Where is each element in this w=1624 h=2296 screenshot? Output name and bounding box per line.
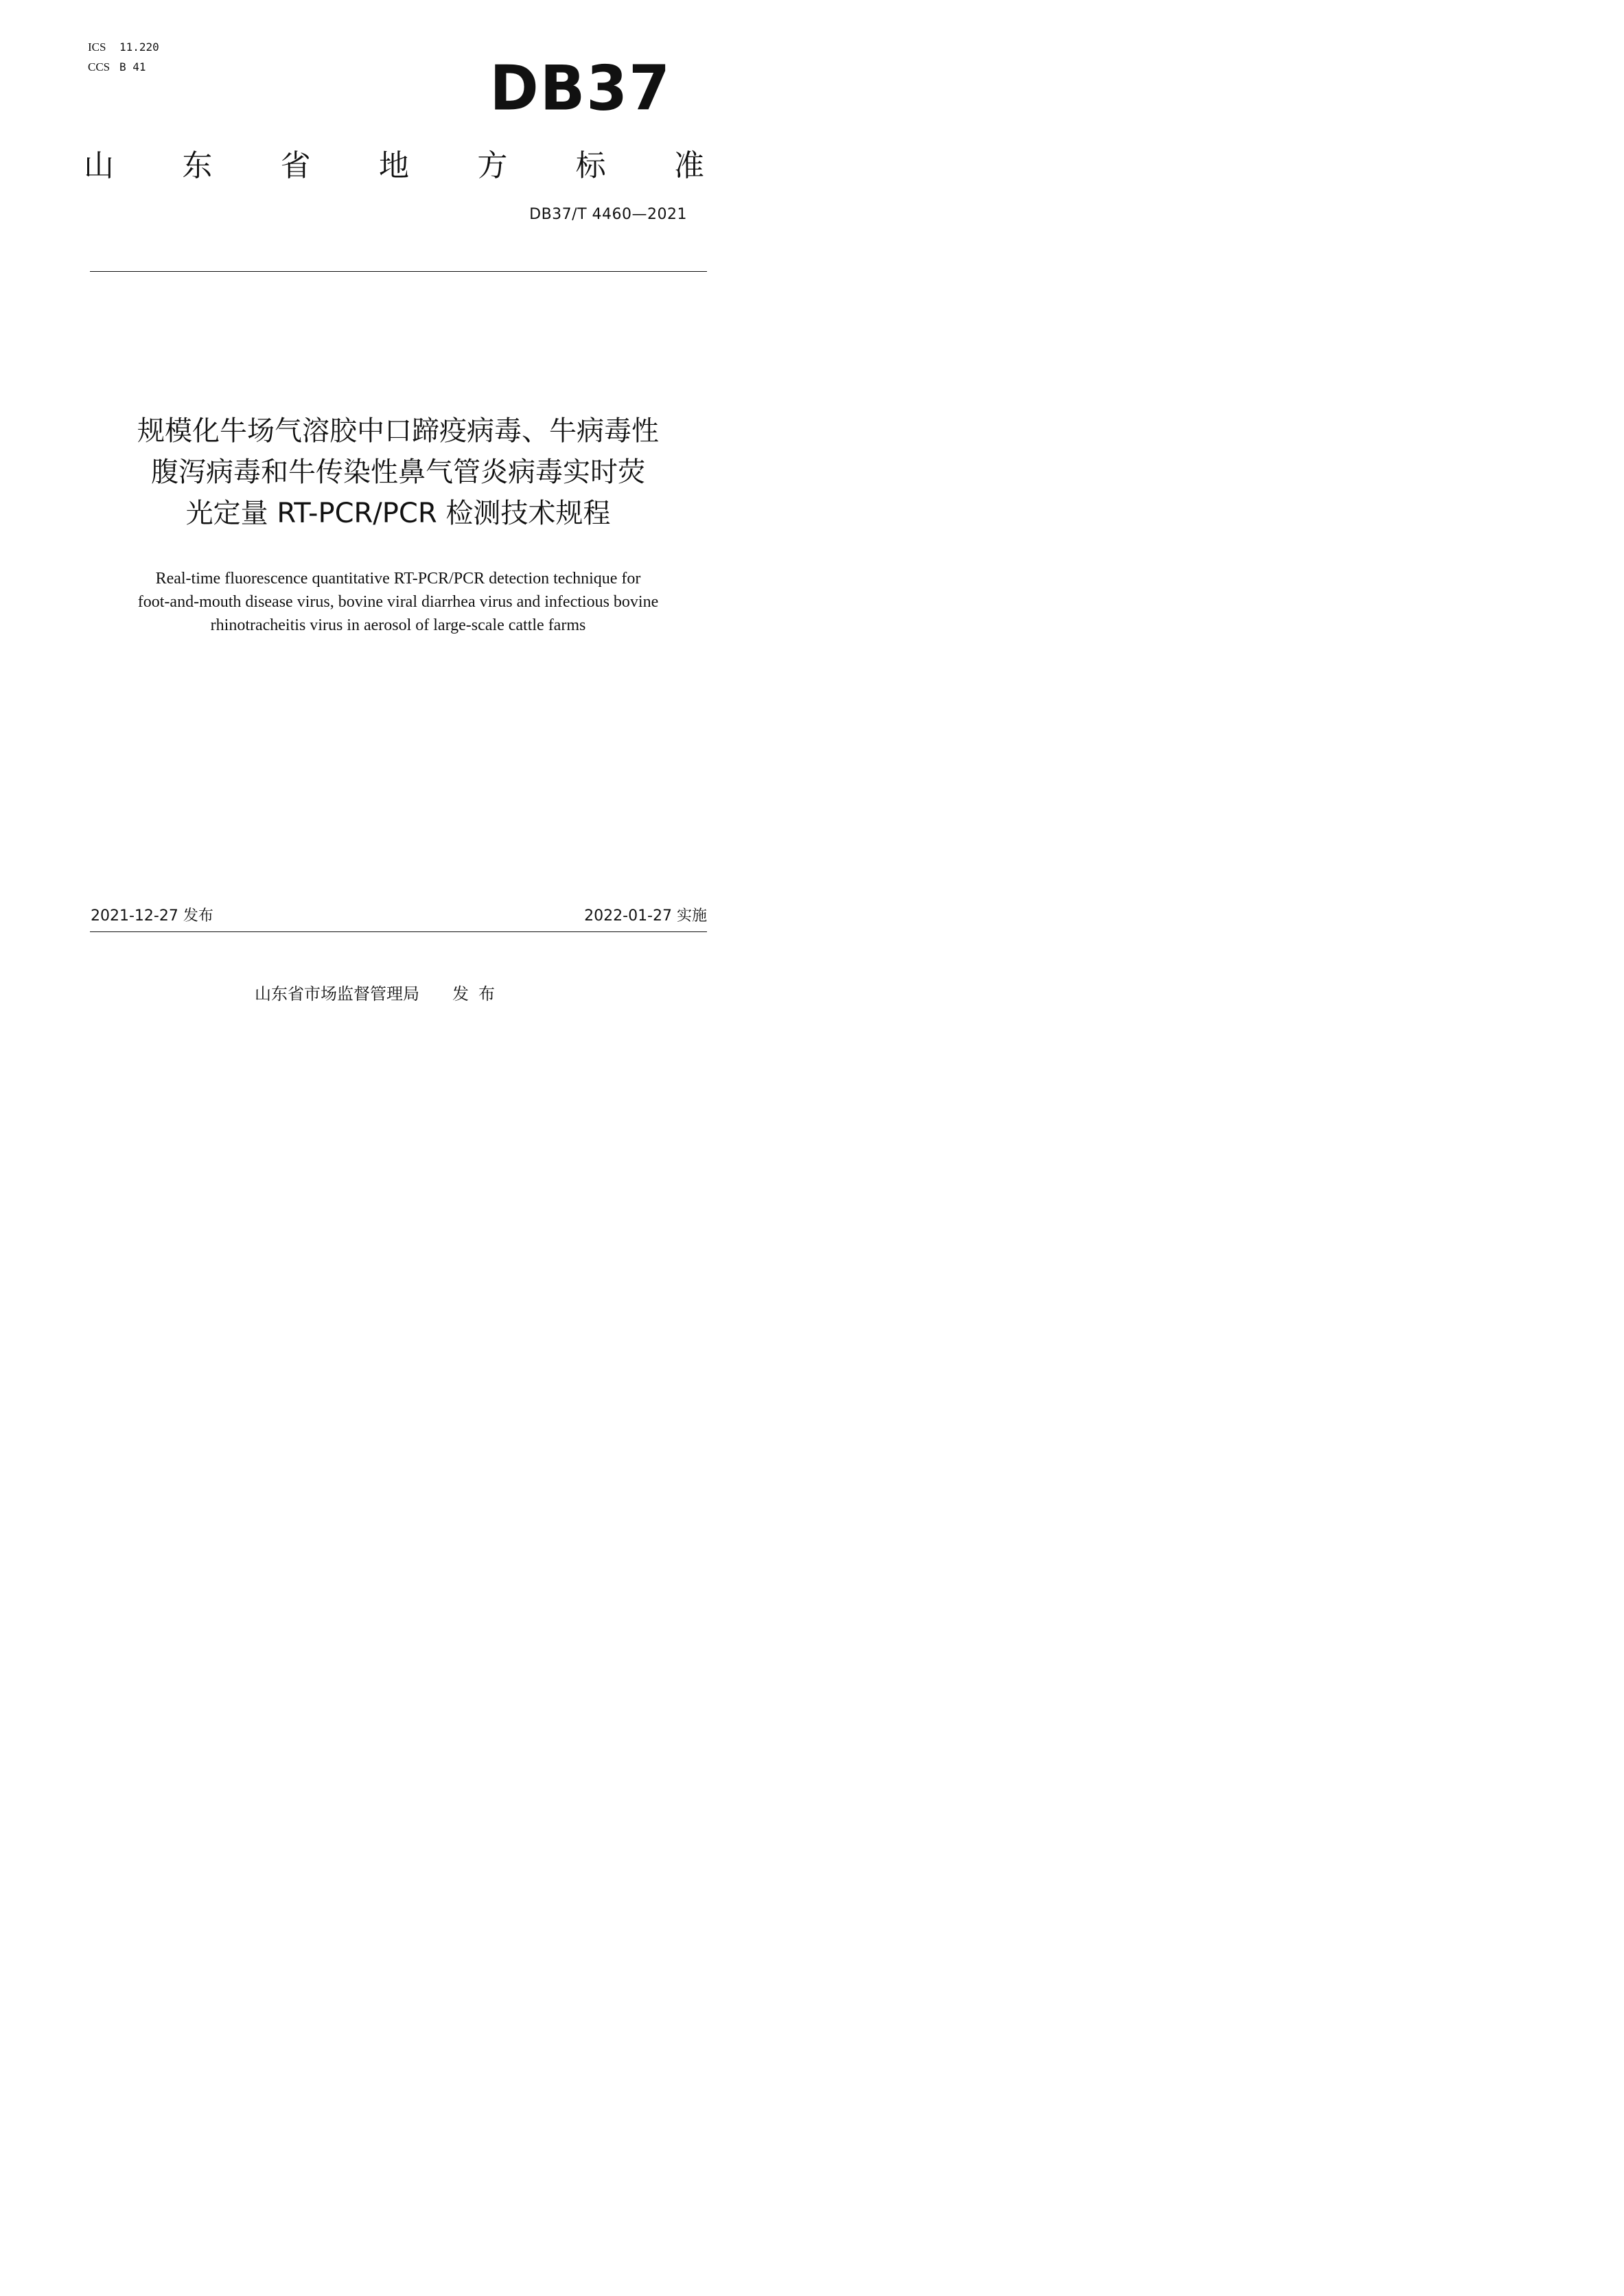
issuer-name: 山东省市场监督管理局	[255, 984, 419, 1004]
chinese-title	[76, 410, 721, 534]
english-title-line: Real-time fluorescence quantitative RT-PCR/PCR detection technique for	[155, 570, 641, 588]
chinese-title-line: 光定量 RT-PCR/PCR 检测技术规程	[185, 498, 611, 529]
ccs-value: B 41	[119, 60, 146, 73]
ics-label: ICS	[88, 40, 106, 54]
ccs-code	[88, 57, 159, 77]
ics-code	[88, 37, 159, 57]
english-title-line: rhinotracheitis virus in aerosol of large-scale cattle farms	[210, 616, 586, 634]
chinese-title-line: 规模化牛场气溶胶中口蹄疫病毒、牛病毒性	[137, 415, 659, 447]
db37-logo: DB37	[489, 52, 671, 125]
org-char: 东	[182, 148, 213, 183]
org-char: 准	[673, 148, 704, 183]
org-char: 地	[378, 148, 409, 183]
org-char: 山	[84, 148, 114, 183]
ccs-label: CCS	[88, 60, 111, 73]
issue-verb: 发布	[452, 984, 504, 1004]
english-title	[76, 567, 721, 637]
org-char: 标	[575, 148, 606, 183]
english-title-line: foot-and-mouth disease virus, bovine viral diarrhea virus and infectious bovine	[137, 593, 659, 611]
publish-date: 2021-12-27 发布	[91, 907, 213, 925]
standard-number: DB37/T 4460—2021	[529, 206, 687, 223]
classification-codes	[88, 37, 159, 77]
org-char: 方	[477, 148, 508, 183]
chinese-title-line: 腹泻病毒和牛传染性鼻气管炎病毒实时荧	[151, 456, 645, 488]
implement-date: 2022-01-27 实施	[584, 907, 707, 925]
bottom-divider	[90, 931, 707, 932]
org-char: 省	[280, 148, 311, 183]
issuing-body-heading	[84, 147, 704, 185]
issuer-line	[0, 980, 759, 1008]
ics-value: 11.220	[119, 40, 159, 54]
top-divider	[90, 271, 707, 272]
